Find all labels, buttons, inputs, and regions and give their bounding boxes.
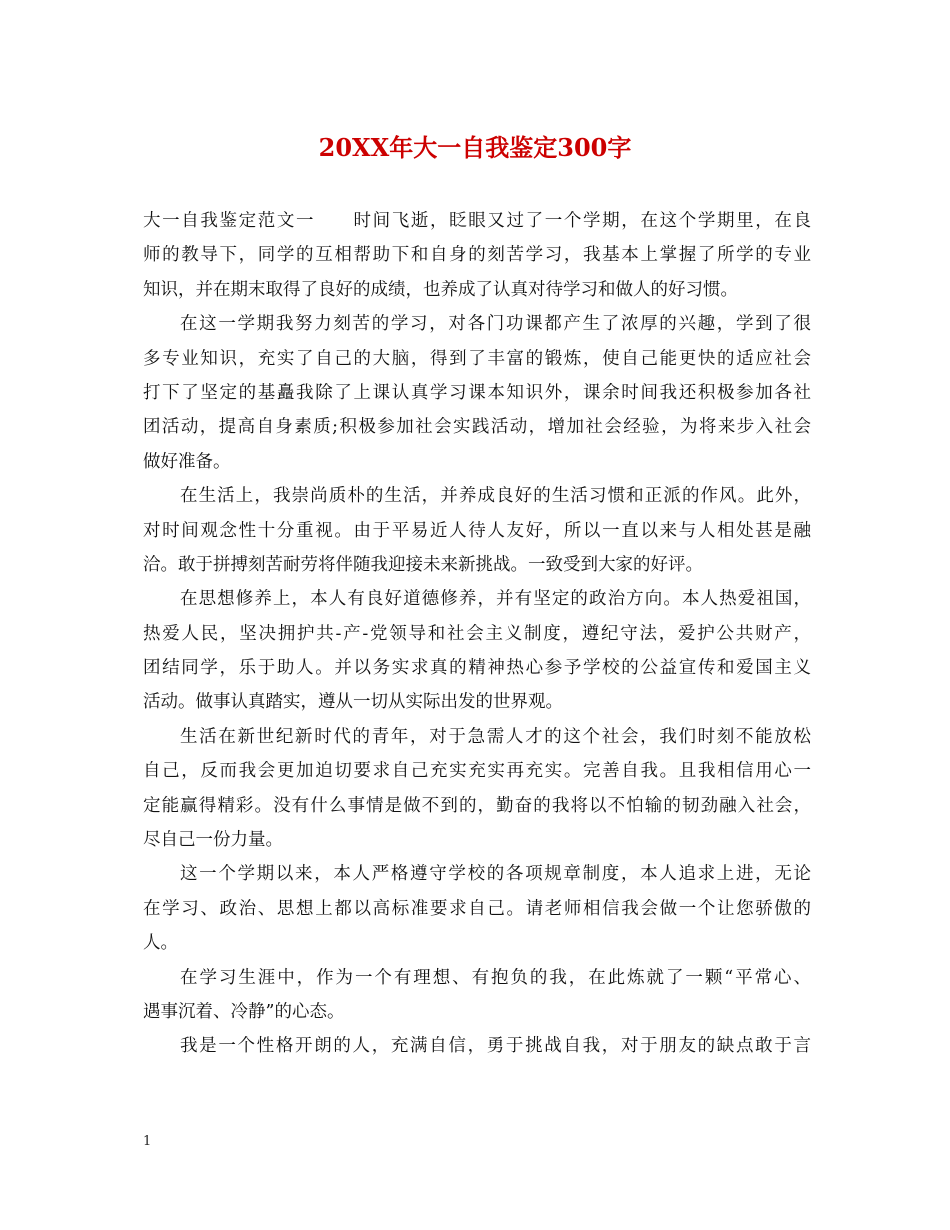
text-line: 自己，反而我会更加迫切要求自己充实充实再充实。完善自我。且我相信用心一 [143,761,811,782]
text-line: 团结同学，乐于助人。并以务实求真的精神热心参予学校的公益宣传和爱国主义 [143,658,811,679]
text-line: 团活动，提高自身素质;积极参加社会实践活动，增加社会经验，为将来步入社会 [143,417,811,438]
text-line: 师的教导下，同学的互相帮助下和自身的刻苦学习，我基本上掌握了所学的专业 [143,245,811,266]
text-line: 对时间观念性十分重视。由于平易近人待人友好，所以一直以来与人相处甚是融 [143,520,811,541]
text-line: 在这一学期我努力刻苦的学习，对各门功课都产生了浓厚的兴趣，学到了很 [180,314,811,335]
document-body [143,204,811,1064]
text-line: 我是一个性格开朗的人，充满自信，勇于挑战自我，对于朋友的缺点敢于言 [180,1036,811,1057]
text-line: 做好准备。 [143,451,231,472]
text-line: 多专业知识，充实了自己的大脑，得到了丰富的锻炼，使自己能更快的适应社会 [143,348,811,369]
text-line: 人。 [143,933,178,954]
text-line: 生活在新世纪新时代的青年，对于急需人才的这个社会，我们时刻不能放松 [180,726,811,747]
text-line: 在思想修养上，本人有良好道德修养，并有坚定的政治方向。本人热爱祖国， [180,589,811,610]
text-line: 在学习生涯中，作为一个有理想、有抱负的我，在此炼就了一颗“平常心、 [180,967,811,988]
text-line: 这一个学期以来，本人严格遵守学校的各项规章制度，本人追求上进，无论 [180,864,811,885]
text-line: 大一自我鉴定范文一 时间飞逝，眨眼又过了一个学期，在这个学期里，在良 [143,211,811,231]
text-line: 洽。敢于拼搏刻苦耐劳将伴随我迎接未来新挑战。一致受到大家的好评。 [143,554,703,575]
page-number: 1 [143,1134,152,1149]
page-title: 20XX年大一自我鉴定300字 [318,133,632,162]
text-line: 定能赢得精彩。没有什么事情是做不到的，勤奋的我将以不怕输的韧劲融入社会， [143,795,811,816]
text-line: 活动。做事认真踏实，遵从一切从实际出发的世界观。 [143,692,563,713]
text-line: 打下了坚定的基矗我除了上课认真学习课本知识外，课余时间我还积极参加各社 [143,382,811,403]
text-line: 知识，并在期末取得了良好的成绩，也养成了认真对待学习和做人的好习惯。 [143,279,738,300]
text-line: 在学习、政治、思想上都以高标准要求自己。请老师相信我会做一个让您骄傲的 [143,898,811,919]
text-line: 尽自己一份力量。 [143,830,283,851]
text-line: 热爱人民，坚决拥护共-产-党领导和社会主义制度，遵纪守法，爱护公共财产， [143,623,811,644]
text-line: 遇事沉着、冷静”的心态。 [143,1001,345,1022]
text-line: 在生活上，我崇尚质朴的生活，并养成良好的生活习惯和正派的作风。此外， [180,486,811,507]
